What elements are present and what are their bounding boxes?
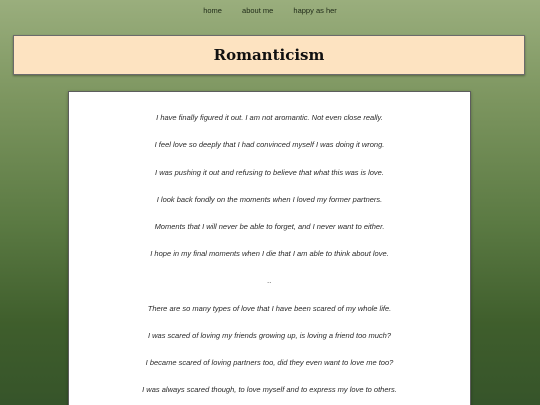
poem-line: I feel love so deeply that I had convinced myself I was doing it wrong.	[154, 140, 385, 149]
title-banner	[13, 35, 525, 75]
poem-separator: ..	[267, 276, 272, 285]
page-title: Romanticism	[213, 46, 325, 64]
poem-line: I was always scared though, to love myself and to express my love to others.	[142, 385, 397, 394]
poem-line: I look back fondly on the moments when I loved my former partners.	[156, 195, 383, 204]
poem-line: I was pushing it out and refusing to believe that what this was is love.	[155, 168, 384, 177]
poem-line: Moments that I will never be able to forget, and I never want to either.	[154, 222, 385, 231]
top-nav	[0, 6, 540, 15]
poem-line: There are so many types of love that I have been scared of my whole life.	[147, 304, 392, 313]
poem-line: I hope in my final moments when I die that I am able to think about love.	[150, 249, 389, 258]
poem-card	[68, 91, 471, 405]
poem-line: I have finally figured it out. I am not aromantic. Not even close really.	[156, 113, 383, 122]
nav-link-happy-as-her[interactable]: happy as her	[293, 6, 337, 15]
nav-link-about-me[interactable]: about me	[242, 6, 274, 15]
poem-line: I became scared of loving partners too, did they even want to love me too?	[145, 358, 394, 367]
poem-line: I was scared of loving my friends growing up, is loving a friend too much?	[147, 331, 392, 340]
nav-link-home[interactable]: home	[203, 6, 222, 15]
